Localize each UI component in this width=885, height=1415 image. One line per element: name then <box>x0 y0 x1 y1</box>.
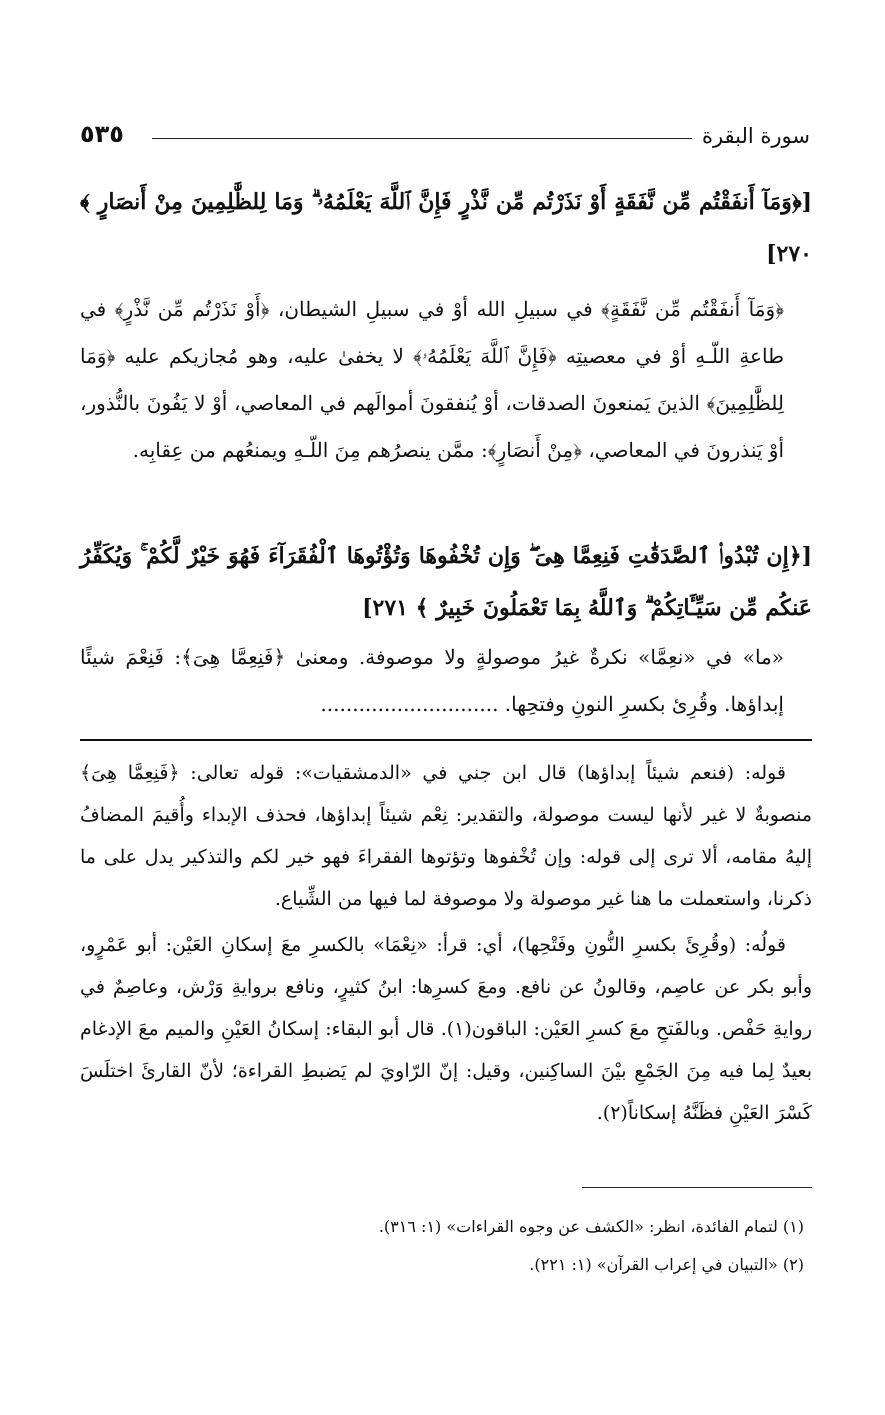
verse-270 <box>80 176 812 280</box>
surah-title: سورة البقرة <box>701 124 810 148</box>
verse-270-text: [﴿وَمَآ أَنفَقْتُم مِّن نَّفَقَةٍ أَوْ نَذَرْتُم مِّن نَّذْرٍ فَإِنَّ ٱللَّهَ يَعْلَمُهُۥ ۗ وَمَا لِلظَّٰلِمِينَ مِنْ أَنصَارٍ ﴾ ٢٧٠] <box>80 189 812 267</box>
verse-271-text: [﴿إِن تُبْدُوا۟ ٱلصَّدَقَٰتِ فَنِعِمَّا هِىَ ۖ وَإِن تُخْفُوهَا وَتُؤْتُوهَا ٱلْفُقَرَآءَ فَهُوَ خَيْرٌ لَّكُمْ ۚ وَيُكَفِّرُ عَنكُم مِّن سَيِّـَٔاتِكُمْ ۗ وَٱللَّهُ بِمَا تَعْمَلُونَ خَبِيرٌ ﴾ ٢٧١] <box>80 543 812 621</box>
commentary-270 <box>80 286 812 474</box>
header-rule <box>152 138 692 139</box>
footnote-divider <box>582 1187 812 1188</box>
verse-271 <box>80 530 812 634</box>
page-number: ٥٣٥ <box>80 120 124 148</box>
commentary-270-text: ﴿وَمَآ أَنفَقْتُم مِّن نَّفَقَةٍ﴾ في سبيلِ الله أوْ في سبيلِ الشيطان، ﴿أَوْ نَذَرْتُم مِّن نَّذْرٍ﴾ في طاعةِ اللّـهِ أوْ في معصيتِه ﴿فَإِنَّ ٱللَّهَ يَعْلَمُهُۥ﴾ لا يخفىٰ عليه، وهو مُجازيكم عليه ﴿وَمَا لِلظَّٰلِمِينَ﴾ الذينَ يَمنعونَ الصدقات، أوْ يُنفقونَ أموالَهم في المعاصي، أوْ لا يَفُونَ بالنُّذور، أوْ يَنذرونَ في المعاصي، ﴿مِنْ أَنصَارٍ﴾: ممَّن ينصرُهم مِنَ اللّـهِ ويمنعُهم من عِقابِه. <box>80 297 784 462</box>
footnote-1: (١) لتمام الفائدة، انظر: «الكشف عن وجوه القراءات» (١: ٣١٦). <box>378 1217 804 1236</box>
gloss-paragraph-1: قوله: (فنعم شيئاً إبداؤها) قال ابن جني في «الدمشقيات»: قوله تعالى: ﴿فَنِعِمَّا هِىَ﴾ منصوبةٌ لا غير لأنها ليست موصولة، والتقدير: نِعْم شيئاً إبداؤها، فحذف الإبداء وأُقيمَ المضافُ إليهُ مقامه، ألا ترى إلى قوله: وإن تُخْفوها وتؤتوها الفقراءَ فهو خير لكم والتذكير يدل على ما ذكرنا، واستعملت ما هنا غير موصولة ولا موصوفة لما فيها من الشِّياع. <box>80 762 812 910</box>
gloss-section <box>80 752 812 1138</box>
page-header <box>80 118 810 158</box>
footnote-2: (٢) «التبيان في إعراب القرآن» (١: ٢٢١). <box>529 1255 804 1274</box>
gloss-paragraph-2: قولُه: (وقُرِئَ بكسرِ النُّونِ وفَتْحِها)، أي: قرأ: «نِعْمَا» بالكسرِ معَ إسكانِ العَيْن: أبو عَمْرٍو، وأبو بكر عن عاصِم، وقالونُ عن نافع. ومعَ كسرِها: ابنُ كثيرٍ، ونافع بروايةِ وَرْش، وعاصِمٌ في روايةِ حَفْص. وبالفَتحِ معَ كسرِ العَيْن: الباقون(١). قال أبو البقاء: إسكانُ العَيْنِ والميم معَ الإدغام بعيدٌ لِما فيه مِنَ الجَمْعِ بيْنَ الساكِنين، وقيل: إنّ الرّاويَ لم يَضبطِ القراءة؛ لأنّ القارئَ اختلَسَ كَسْرَ العَيْنِ فظَنَّهُ إسكاناً(٢). <box>80 934 812 1124</box>
commentary-271-text: «ما» في «نعِمَّا» نكرةٌ غيرُ موصولةٍ ولا موصوفة. ومعنىٰ ﴿فَنِعِمَّا هِىَ﴾: فَنِعْمَ شيئًا إبداؤها. وقُرِئ بكسرِ النونِ وفتحِها. ............................ <box>80 645 784 716</box>
commentary-271 <box>80 634 812 728</box>
main-text-divider <box>80 739 812 741</box>
footnotes <box>80 1208 812 1284</box>
